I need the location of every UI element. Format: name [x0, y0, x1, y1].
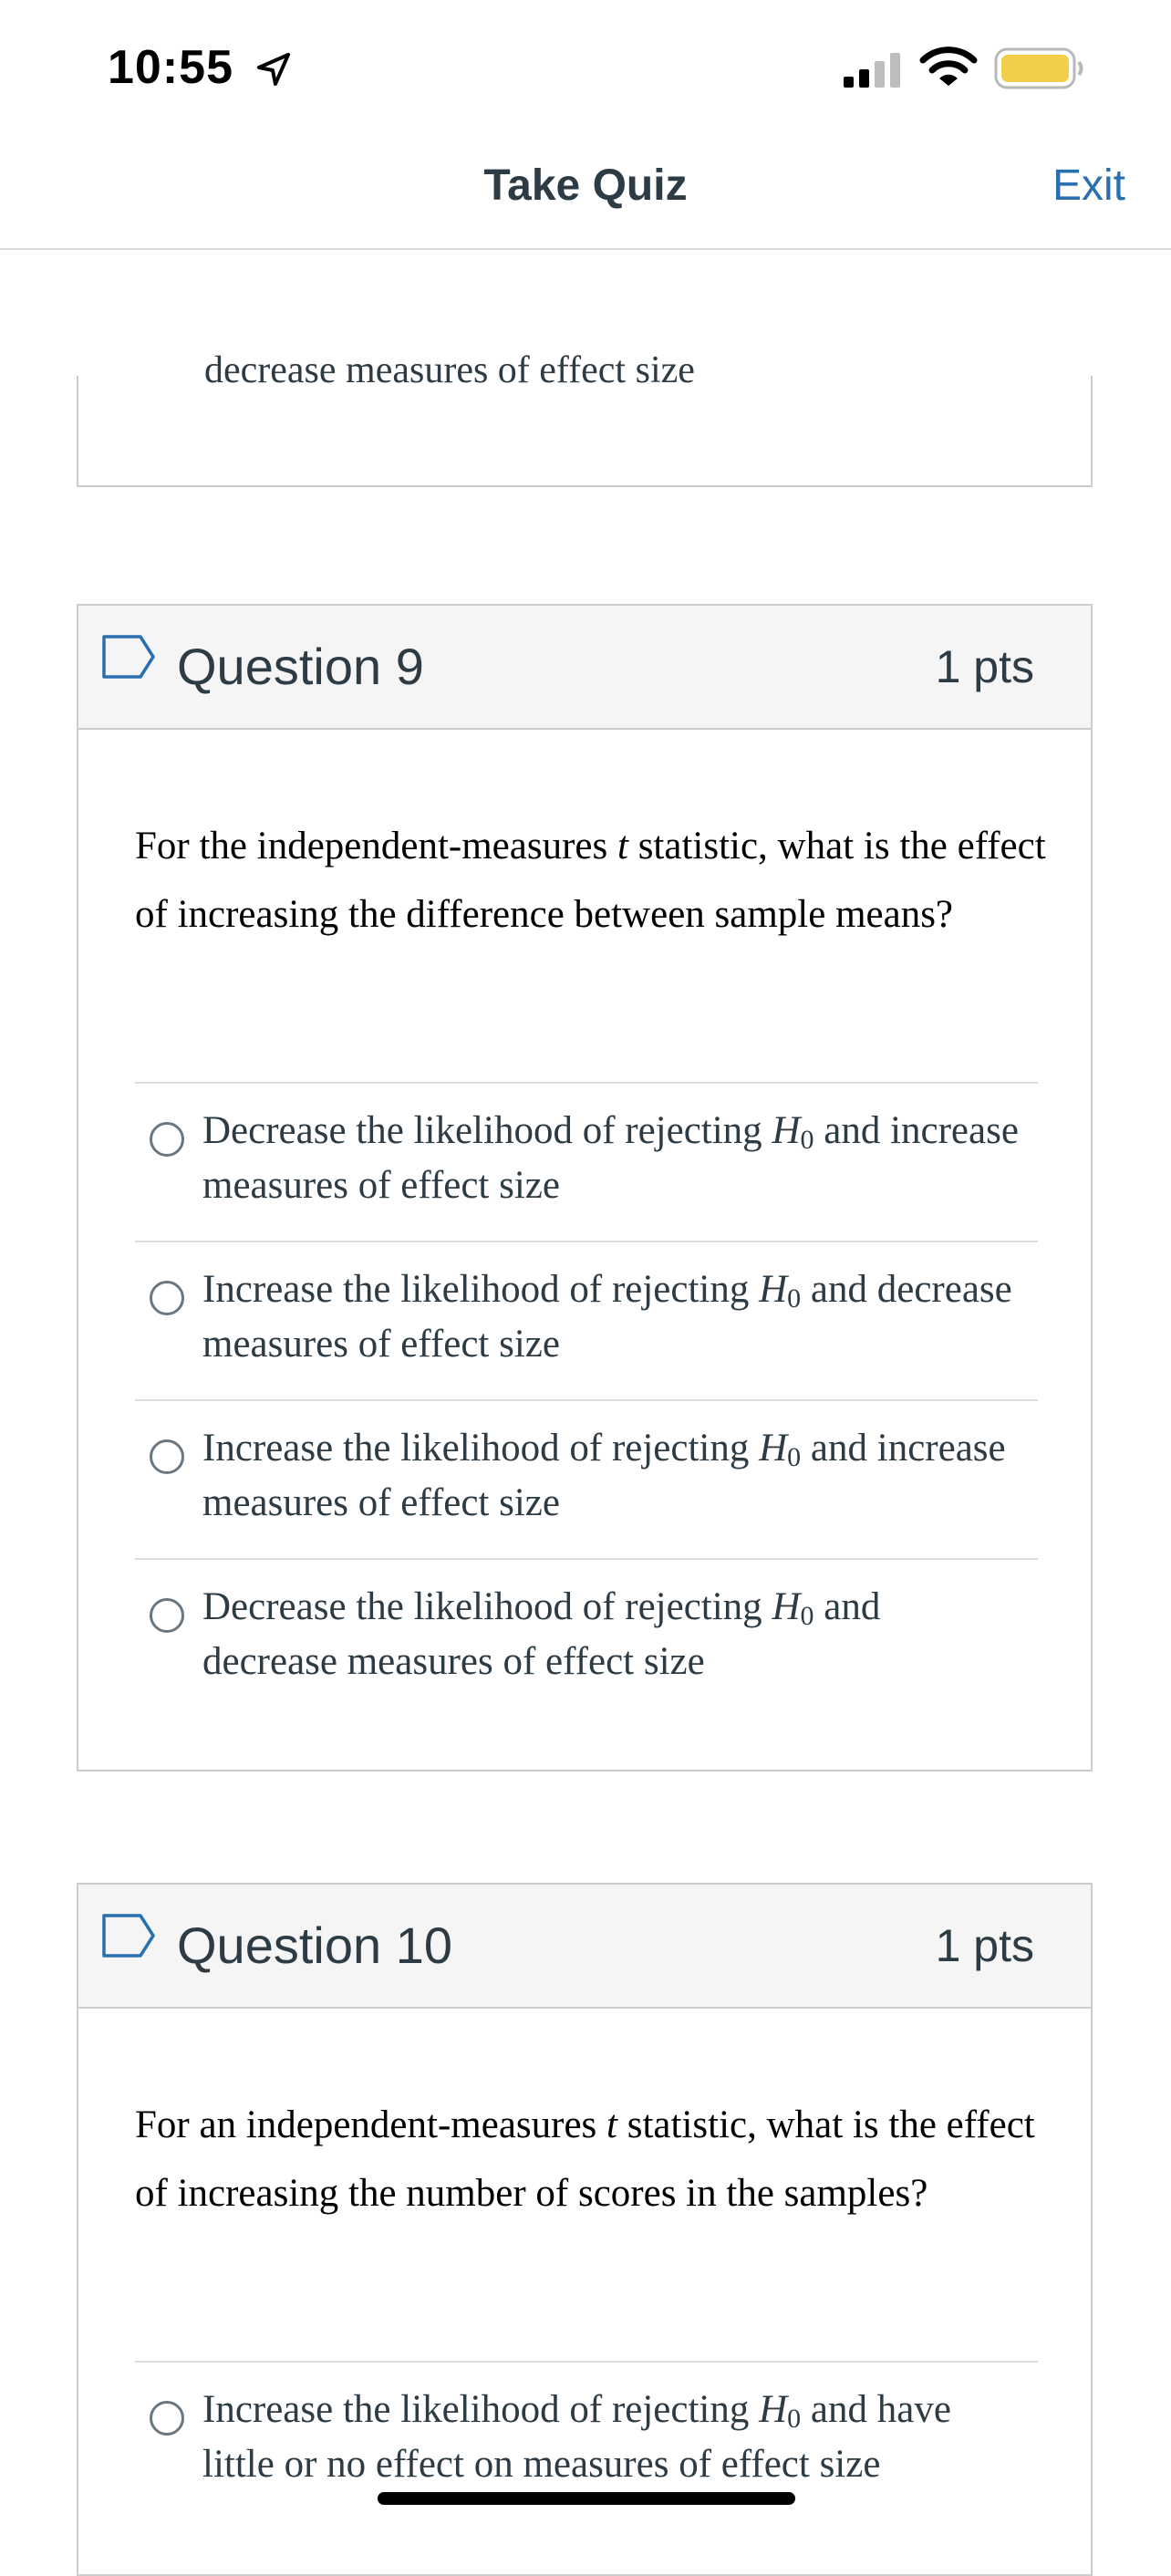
- page-title: Take Quiz: [483, 161, 688, 210]
- question-card: [77, 1883, 1093, 2576]
- home-indicator[interactable]: [378, 2492, 795, 2505]
- question-header: [78, 606, 1091, 730]
- flag-question-icon[interactable]: [100, 633, 159, 680]
- answer-label: Increase the likelihood of rejecting $H_0$ and have little or no effect on measures of effect size: [202, 2388, 951, 2486]
- location-arrow-icon: [255, 51, 292, 88]
- radio-button[interactable]: [150, 1122, 184, 1157]
- question-points: 1 pts: [935, 1920, 1034, 1971]
- answer-label: Increase the likelihood of rejecting $H_0$ and increase measures of effect size: [202, 1427, 1006, 1524]
- battery-icon: [994, 46, 1085, 91]
- answer-label: Decrease the likelihood of rejecting $H_0$ and increase measures of effect size: [202, 1109, 1019, 1207]
- question-prompt: For the independent-measures t statistic, what is the effect of increasing the difference between sample means?: [135, 825, 1046, 936]
- question-card: [77, 604, 1093, 1771]
- question-header: [78, 1885, 1091, 2009]
- answer-option[interactable]: [135, 1241, 1038, 1399]
- answer-label: Increase the likelihood of rejecting $H_0$ and decrease measures of effect size: [202, 1268, 1012, 1366]
- question-prompt: For an independent-measures t statistic, what is the effect of increasing the number of scores in the samples?: [135, 2103, 1035, 2215]
- radio-button[interactable]: [150, 1281, 184, 1315]
- question-title: Question 10: [177, 1916, 452, 1974]
- radio-button[interactable]: [150, 2401, 184, 2436]
- answer-option[interactable]: [135, 1082, 1038, 1241]
- answer-option[interactable]: [135, 1558, 1038, 1717]
- radio-button[interactable]: [150, 1439, 184, 1474]
- exit-button[interactable]: Exit: [1052, 161, 1125, 210]
- flag-question-icon[interactable]: [100, 1912, 159, 1959]
- cellular-signal-icon: [842, 51, 906, 89]
- previous-question-card: [77, 349, 1093, 487]
- status-time: 10:55: [108, 41, 233, 94]
- previous-answer-text: decrease measures of effect size: [204, 349, 695, 391]
- question-title: Question 9: [177, 638, 424, 695]
- answer-label: Decrease the likelihood of rejecting $H_0$ and decrease measures of effect size: [202, 1585, 881, 1683]
- answer-option[interactable]: [135, 1399, 1038, 1558]
- nav-bar: [0, 137, 1171, 250]
- status-bar: [0, 0, 1171, 137]
- wifi-icon: [919, 46, 978, 89]
- question-points: 1 pts: [935, 641, 1034, 692]
- radio-button[interactable]: [150, 1598, 184, 1633]
- answer-list: [135, 1082, 1038, 1717]
